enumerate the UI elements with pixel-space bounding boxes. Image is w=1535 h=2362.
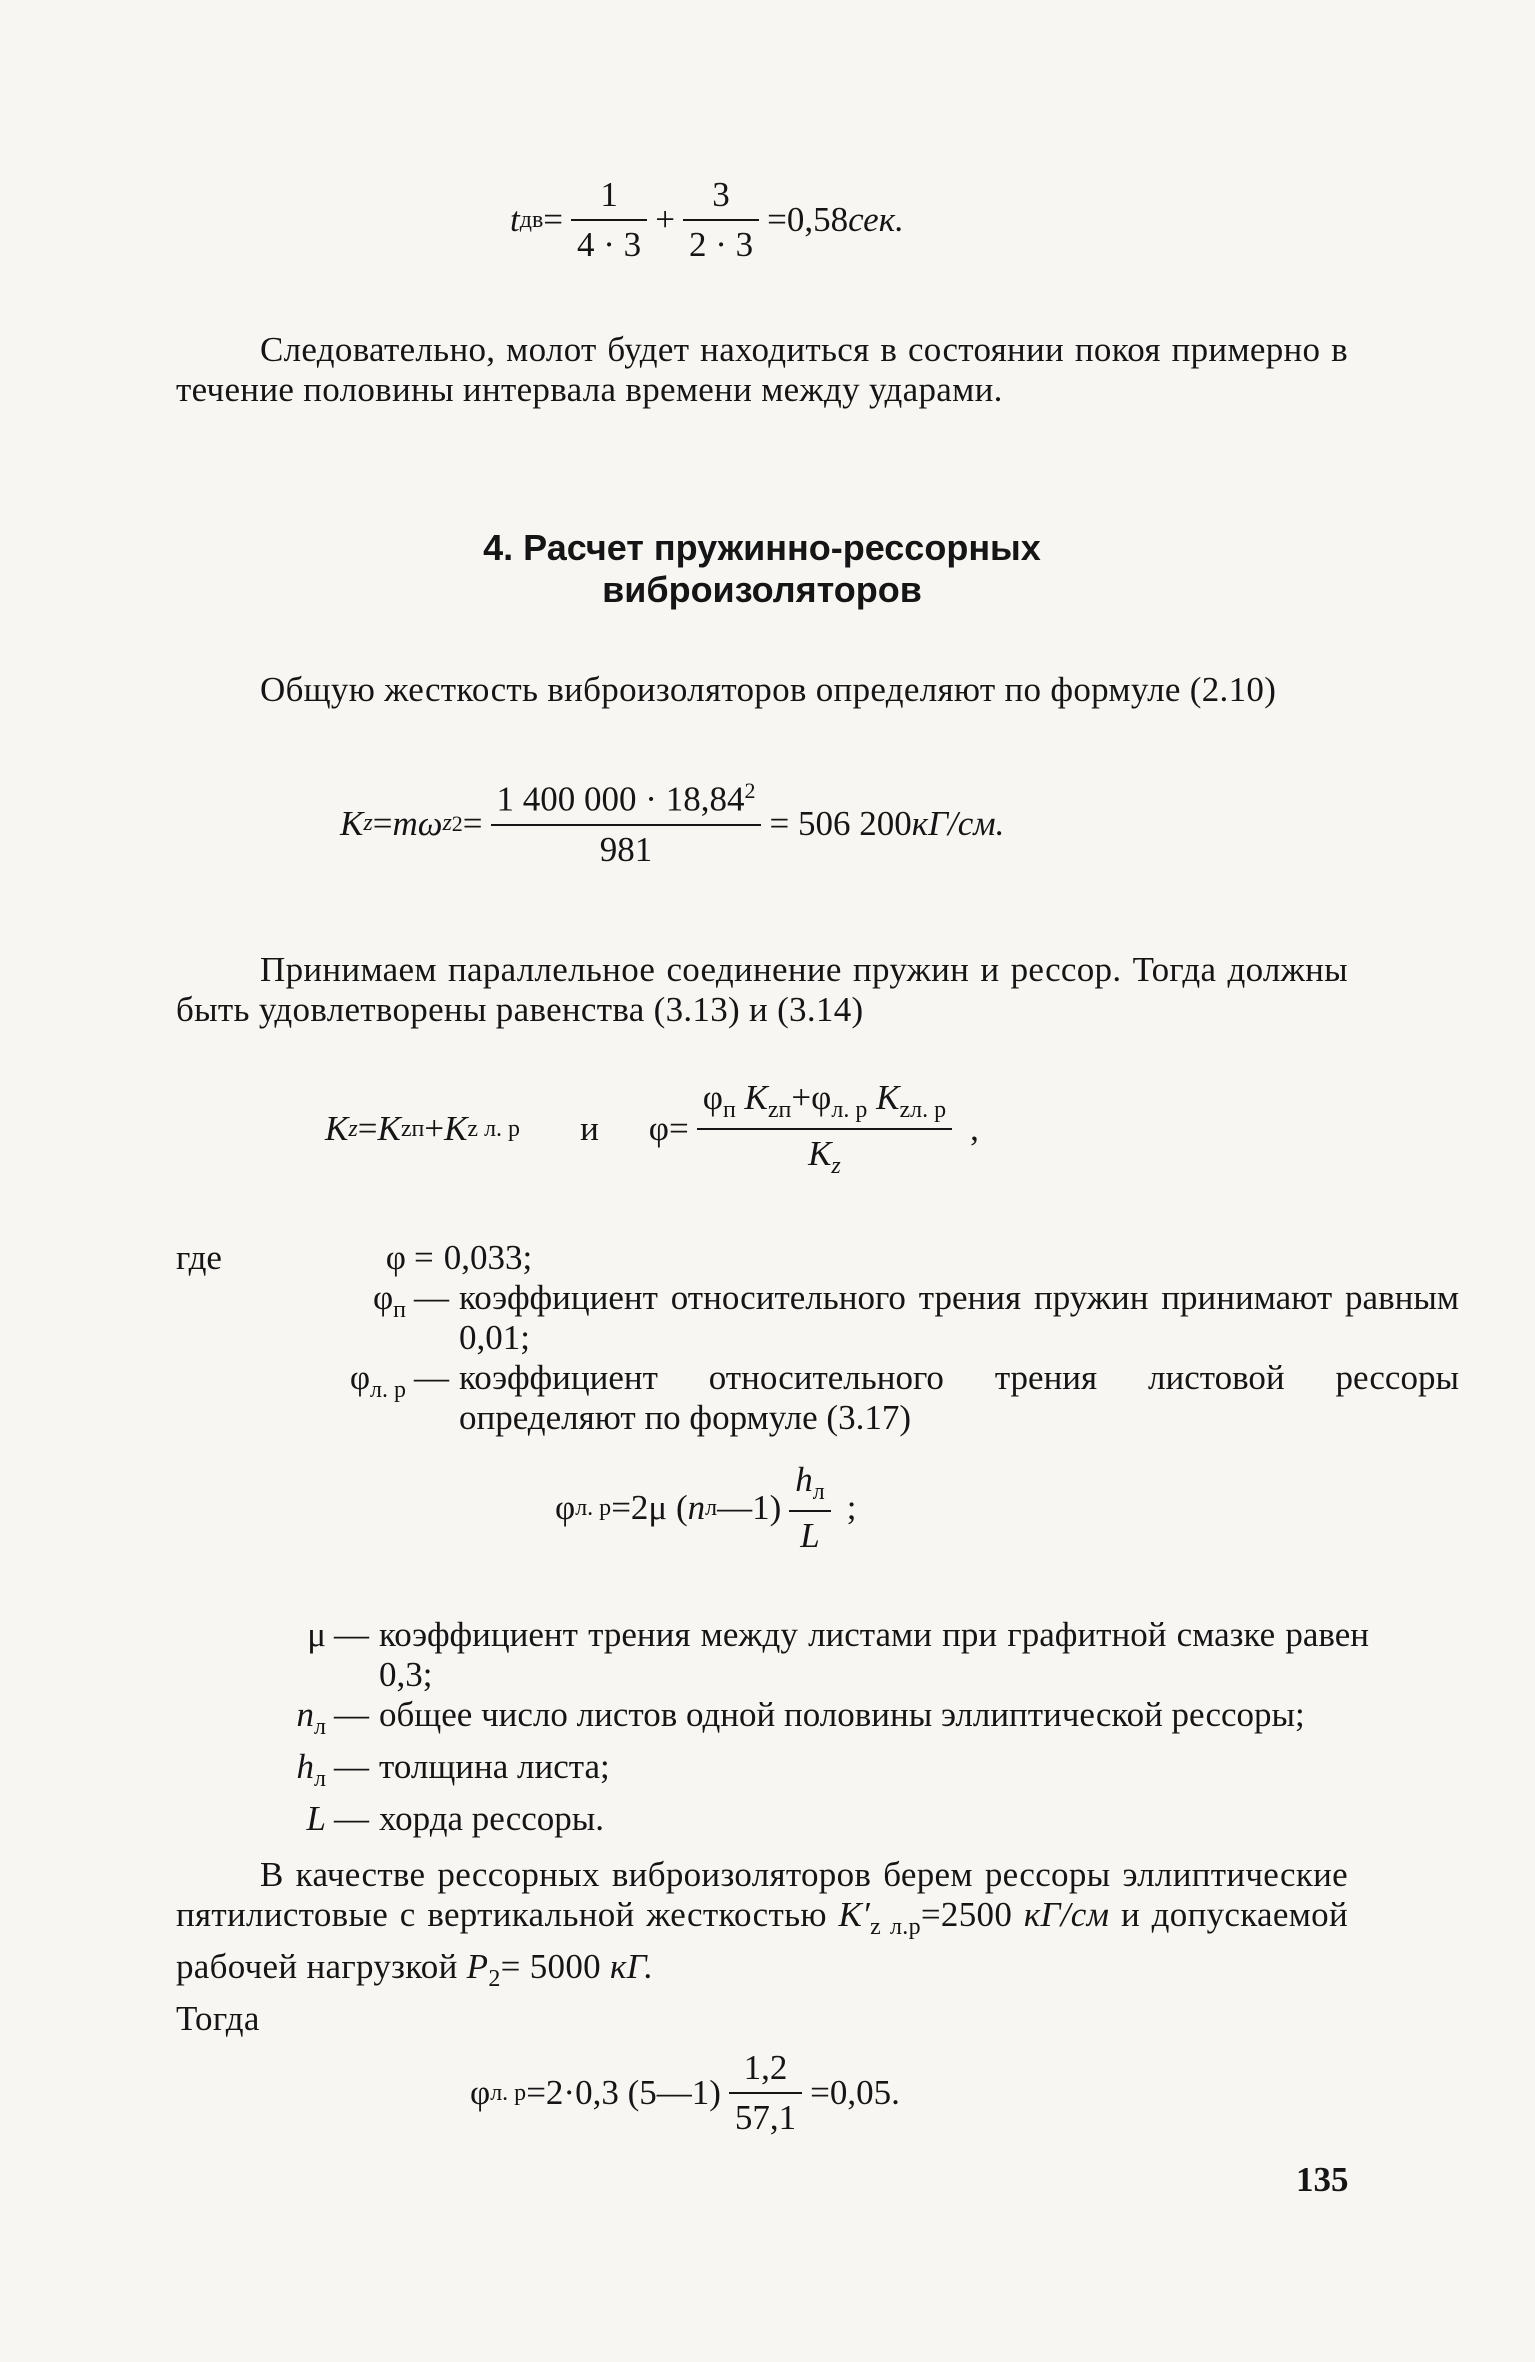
- formula-friction-result: [470, 2048, 900, 2138]
- formula-subscript: z: [348, 1115, 358, 1142]
- formula-symbol: K: [444, 1109, 468, 1148]
- formula-spring-friction: [555, 1460, 856, 1556]
- formula-symbol: K: [325, 1109, 349, 1148]
- paragraph-choice: [176, 1855, 1348, 2039]
- definition-subscript: п: [393, 1297, 406, 1323]
- definition-row: [96, 1747, 1369, 1799]
- formula-operator: +: [424, 1109, 445, 1148]
- definition-separator: —: [334, 1615, 369, 1654]
- formula-subscript: л: [812, 1479, 825, 1505]
- formula-symbol: K: [340, 803, 364, 843]
- definition-text: хорда рессоры.: [379, 1799, 605, 1838]
- definitions-list: [96, 1615, 1369, 1839]
- formula-symbol: K: [744, 1078, 768, 1117]
- definition-row: [96, 1615, 1369, 1695]
- paragraph-text: В качестве рессорных виброизоляторов берем рессоры эллиптические пятилистовые с вертикальной жесткостью: [176, 1855, 1348, 1934]
- fraction-denominator: 981: [599, 829, 653, 869]
- formula-result: =0,58: [767, 200, 849, 239]
- definition-symbol: [176, 1238, 414, 1278]
- formula-subscript: дв: [519, 206, 544, 233]
- formula-symbol: n: [687, 1488, 706, 1527]
- formula-unit: кГ.: [610, 1947, 654, 1986]
- formula-operator: =: [543, 200, 564, 239]
- fraction-numerator: 1: [600, 175, 618, 214]
- formula-conjunction: и: [580, 1109, 599, 1148]
- formula-parallel-connection: [325, 1078, 979, 1180]
- formula-operator: =2·0,3 (5—1): [526, 2073, 721, 2112]
- formula-subscript: л. р: [490, 2079, 527, 2106]
- formula-subscript: z: [363, 810, 373, 837]
- formula-symbol: φ: [470, 2073, 491, 2112]
- formula-subscript: л. р: [831, 1097, 868, 1123]
- page-number: 135: [1296, 2160, 1349, 2199]
- definition-symbol-text: μ: [307, 1615, 326, 1654]
- formula-symbol: φ: [811, 1078, 832, 1117]
- fraction: [697, 1078, 952, 1180]
- formula-unit: кГ/см.: [911, 803, 1005, 843]
- definition-separator: =: [414, 1238, 434, 1277]
- fraction: [491, 778, 762, 870]
- paragraph-text: Тогда: [176, 1999, 260, 2038]
- formula-total-stiffness: [340, 778, 1004, 870]
- heading-line: виброизоляторов: [602, 569, 922, 610]
- definition-subscript: л: [314, 1766, 326, 1792]
- section-heading: [176, 527, 1348, 611]
- formula-subscript: п: [722, 1097, 736, 1123]
- paragraph-rest: Следовательно, молот будет находиться в состоянии покоя примерно в течение половины интервала времени между ударами.: [176, 330, 1348, 409]
- definition-text: 0,033;: [443, 1238, 533, 1277]
- definition-row: [176, 1238, 1459, 1278]
- definition-symbol: [176, 1278, 414, 1358]
- numerator-text: 1 400 000 · 18,84: [496, 779, 745, 819]
- fraction-denominator: [802, 1130, 847, 1180]
- formula-unit: кГ/см: [1023, 1895, 1110, 1934]
- formula-operator: =: [462, 803, 483, 843]
- formula-operator: +: [655, 200, 675, 239]
- formula-operator: =: [357, 1109, 378, 1148]
- fraction: [571, 175, 647, 265]
- formula-subscript: zп: [400, 1115, 425, 1142]
- fraction-numerator: [789, 1460, 830, 1510]
- formula-subscript: л. р: [575, 1494, 612, 1521]
- definition-symbol: [96, 1695, 334, 1747]
- formula-symbol: K′: [838, 1895, 871, 1934]
- definition-symbol: [176, 1358, 414, 1438]
- definition-symbol: [96, 1747, 334, 1799]
- fraction-numerator: [697, 1078, 952, 1128]
- formula-rest-time: [510, 175, 904, 265]
- formula-subscript: zп: [767, 1097, 792, 1123]
- formula-symbol: φ: [702, 1078, 723, 1117]
- fraction-denominator: 4 · 3: [577, 225, 642, 264]
- fraction: [789, 1460, 830, 1556]
- formula-operator: —1): [717, 1488, 782, 1527]
- definition-symbol-text: L: [306, 1799, 326, 1838]
- fraction-denominator: L: [800, 1516, 820, 1555]
- formula-operator: =2μ (: [611, 1488, 688, 1527]
- formula-symbol: φ: [648, 1109, 669, 1148]
- definition-subscript: л. р: [370, 1377, 406, 1403]
- formula-subscript: z л. р: [467, 1115, 521, 1142]
- paragraph-parallel: Принимаем параллельное соединение пружин и рессор. Тогда должны быть удовлетворены равенства (3.13) и (3.14): [176, 950, 1348, 1029]
- formula-symbol: K: [876, 1078, 900, 1117]
- formula-superscript: 2: [451, 810, 463, 836]
- formula-operator: =: [669, 1109, 689, 1148]
- formula-symbol: h: [795, 1460, 813, 1499]
- definition-separator: —: [414, 1278, 449, 1317]
- definition-separator: —: [334, 1747, 369, 1786]
- paragraph-text: =2500: [920, 1895, 1024, 1934]
- formula-operator: +: [791, 1078, 812, 1117]
- definition-separator: —: [334, 1799, 369, 1838]
- paragraph-text: и допускаемой рабочей нагрузкой: [176, 1895, 1348, 1986]
- definition-symbol-text: φ: [385, 1238, 406, 1277]
- definition-text: коэффициент трения между листами при графитной смазке равен 0,3;: [379, 1615, 1369, 1694]
- definition-symbol-text: h: [296, 1747, 315, 1786]
- paragraph-text: = 5000: [500, 1947, 610, 1986]
- definition-separator: —: [414, 1358, 449, 1397]
- fraction-numerator: 1,2: [743, 2048, 788, 2087]
- definition-row: [176, 1358, 1459, 1438]
- formula-symbol: P: [466, 1947, 489, 1986]
- definition-row: [96, 1799, 1369, 1839]
- heading-line: 4. Расчет пружинно-рессорных: [483, 527, 1041, 568]
- fraction-denominator: 57,1: [734, 2098, 797, 2137]
- definition-symbol-text: n: [296, 1695, 315, 1734]
- definition-label: где: [176, 1238, 222, 1277]
- definition-subscript: л: [314, 1714, 326, 1740]
- fraction-denominator: 2 · 3: [688, 225, 754, 264]
- definitions-list: [176, 1238, 1459, 1438]
- formula-subscript: z: [442, 810, 452, 837]
- formula-symbol: t: [510, 200, 520, 239]
- definition-symbol: [96, 1799, 334, 1839]
- fraction-numerator: [491, 778, 762, 824]
- formula-superscript: 2: [744, 778, 756, 803]
- formula-subscript: z л.р: [870, 1914, 921, 1940]
- fraction: [683, 175, 759, 265]
- formula-symbol: φ: [555, 1488, 576, 1527]
- formula-subscript: z: [831, 1153, 841, 1179]
- formula-subscript: zл. р: [899, 1097, 947, 1123]
- definition-row: [96, 1695, 1369, 1747]
- definition-separator: —: [334, 1695, 369, 1734]
- paragraph-stiffness: Общую жесткость виброизоляторов определяют по формуле (2.10): [260, 670, 1277, 709]
- formula-subscript: 2: [488, 1966, 501, 1992]
- formula-result: = 506 200: [769, 803, 912, 843]
- formula-symbol: mω: [392, 803, 443, 843]
- definition-symbol: [96, 1615, 334, 1695]
- formula-punctuation: ,: [970, 1109, 979, 1148]
- definition-row: [176, 1278, 1459, 1358]
- formula-subscript: л: [705, 1494, 718, 1521]
- definition-symbol-text: φ: [349, 1358, 371, 1397]
- fraction: [729, 2048, 802, 2138]
- formula-result: =0,05.: [810, 2073, 900, 2112]
- fraction-numerator: 3: [712, 175, 730, 214]
- formula-symbol: K: [377, 1109, 401, 1148]
- definition-text: общее число листов одной половины эллиптической рессоры;: [379, 1695, 1305, 1734]
- definition-text: коэффициент относительного трения пружин принимают равным 0,01;: [459, 1278, 1459, 1357]
- formula-unit: сек.: [848, 200, 904, 239]
- formula-punctuation: ;: [846, 1488, 857, 1527]
- formula-symbol: K: [808, 1134, 832, 1173]
- definition-symbol-text: φ: [372, 1278, 394, 1317]
- formula-operator: =: [372, 803, 393, 843]
- definition-text: толщина листа;: [379, 1747, 610, 1786]
- definition-text: коэффициент относительного трения листовой рессоры определяют по формуле (3.17): [459, 1358, 1459, 1437]
